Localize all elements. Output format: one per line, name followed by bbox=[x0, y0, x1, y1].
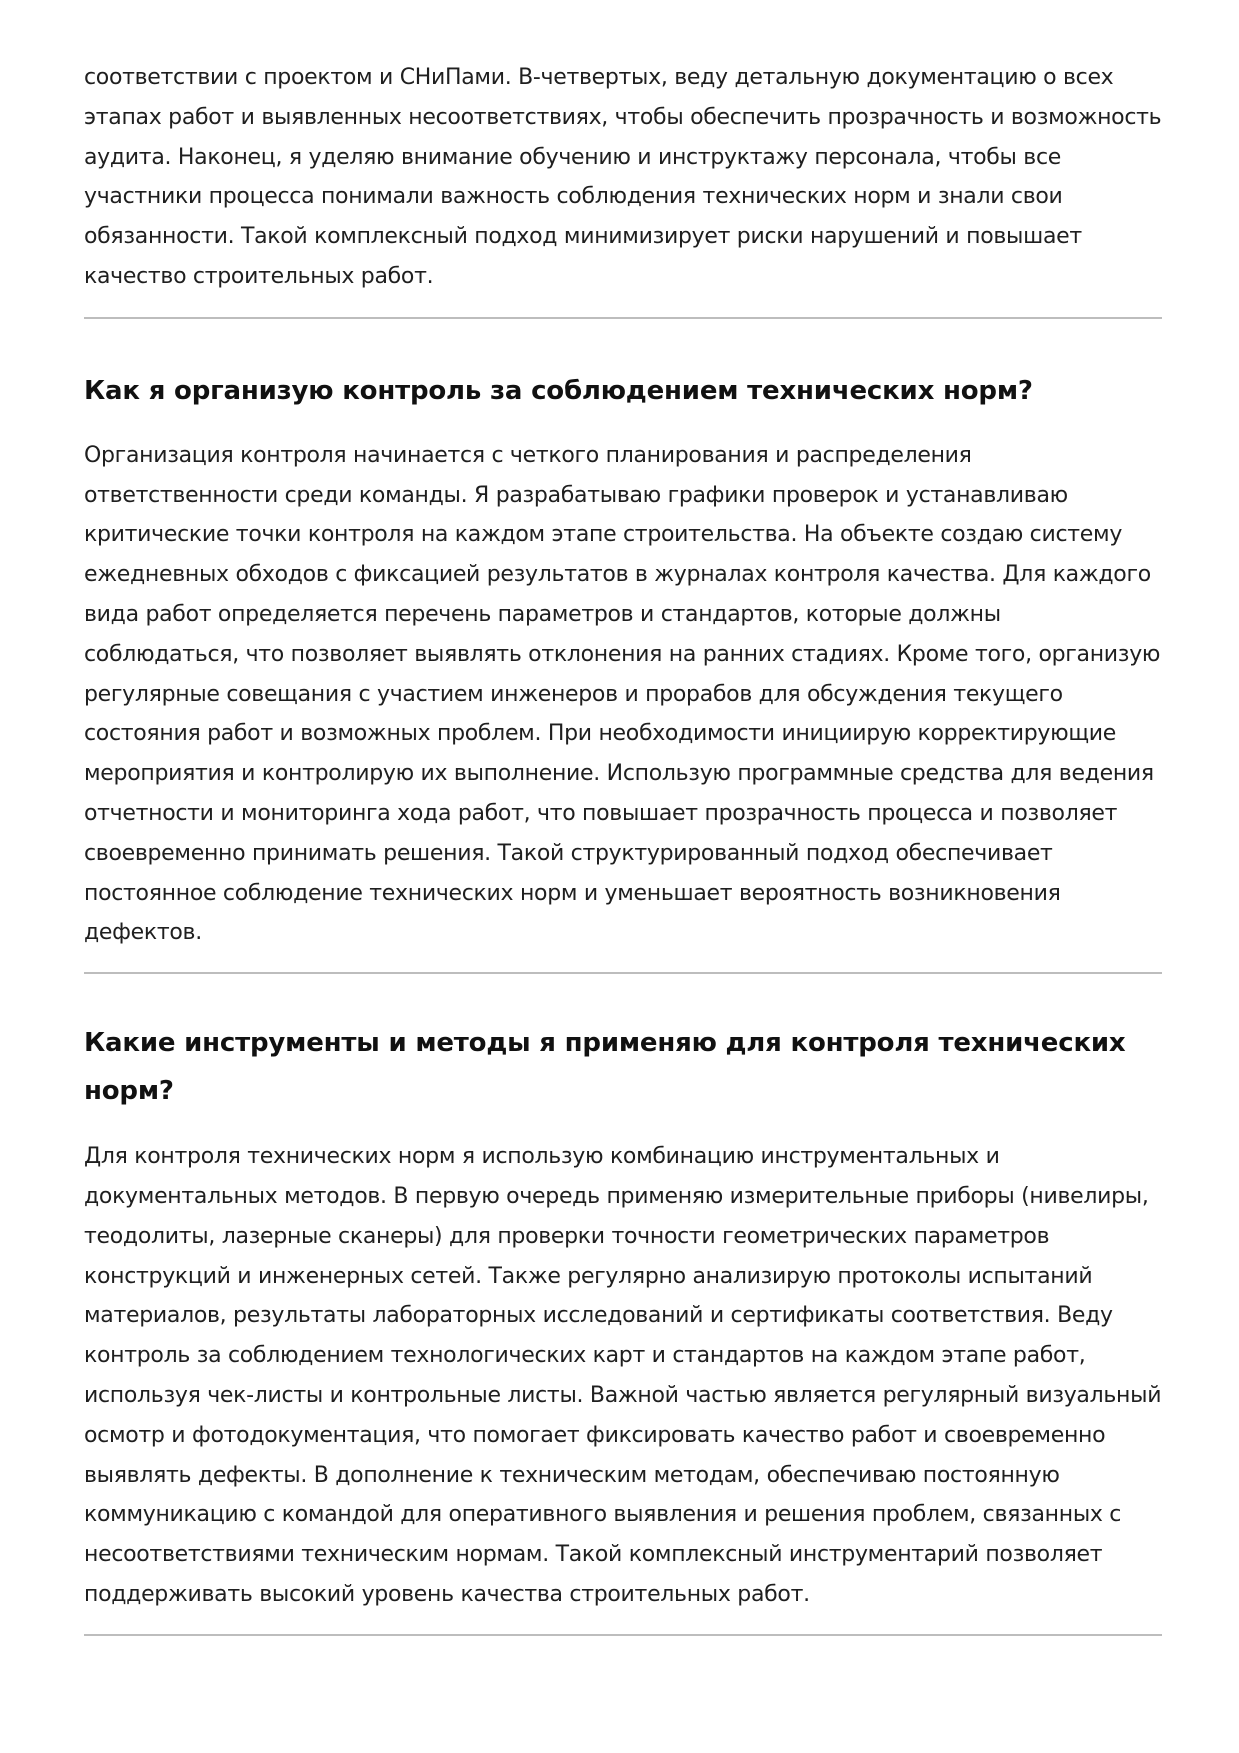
section-3-title: Какие инструменты и методы я применяю для контроля технических норм? bbox=[84, 1028, 1126, 1107]
section-2-title: Как я организую контроль за соблюдением технических норм? bbox=[84, 375, 1033, 406]
section-divider-3 bbox=[84, 1634, 1162, 1636]
section-3-body: Для контроля технических норм я использую комбинацию инструментальных и документальных методов. В первую очередь применяю измерительные приборы (нивелиры, теодолиты, лазерные сканеры) для проверки точности геометрических параметров конструкций и инженерных сетей. Также регулярно анализирую протоколы испытаний материалов, результаты лабораторных исследований и сертификаты соответствия. Веду контроль за соблюдением технологических карт и стандартов на каждом этапе работ, используя чек-листы и контрольные листы. Важной частью является регулярный визуальный осмотр и фотодокументация, что помогает фиксировать качество работ и своевременно выявлять дефекты. В дополнение к техническим методам, обеспечиваю постоянную коммуникацию с командой для оперативного выявления и решения проблем, связанных с несоответствиями техническим нормам. Такой комплексный инструментарий позволяет поддерживать высокий уровень качества строительных работ. bbox=[84, 1144, 1162, 1607]
section-divider-1 bbox=[84, 317, 1162, 319]
document-page bbox=[84, 58, 1162, 1636]
section-divider-2 bbox=[84, 972, 1162, 974]
section-2-body: Организация контроля начинается с четкого планирования и распределения ответственности среди команды. Я разрабатываю графики проверок и устанавливаю критические точки контроля на каждом этапе строительства. На объекте создаю систему ежедневных обходов с фиксацией результатов в журналах контроля качества. Для каждого вида работ определяется перечень параметров и стандартов, которые должны соблюдаться, что позволяет выявлять отклонения на ранних стадиях. Кроме того, организую регулярные совещания с участием инженеров и прорабов для обсуждения текущего состояния работ и возможных проблем. При необходимости инициирую корректирующие мероприятия и контролирую их выполнение. Использую программные средства для ведения отчетности и мониторинга хода работ, что повышает прозрачность процесса и позволяет своевременно принимать решения. Такой структурированный подход обеспечивает постоянное соблюдение технических норм и уменьшает вероятность возникновения дефектов. bbox=[84, 442, 1161, 946]
section-1-body: соответствии с проектом и СНиПами. В-четвертых, веду детальную документацию о всех этапах работ и выявленных несоответствиях, чтобы обеспечить прозрачность и возможность аудита. Наконец, я уделяю внимание обучению и инструктажу персонала, чтобы все участники процесса понимали важность соблюдения технических норм и знали свои обязанности. Такой комплексный подход минимизирует риски нарушений и повышает качество строительных работ. bbox=[84, 65, 1162, 289]
